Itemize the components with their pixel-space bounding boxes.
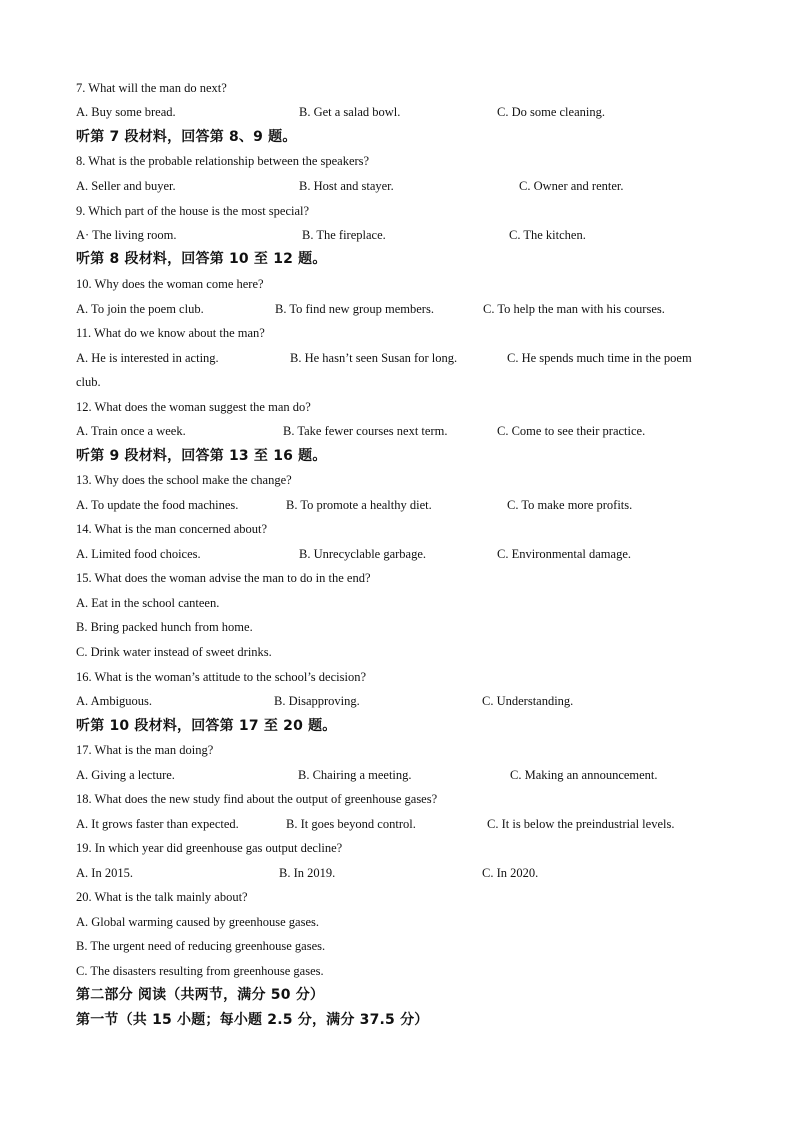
section-heading: 听第 8 段材料，回答第 10 至 12 题。 <box>76 251 327 267</box>
option-a: A. To update the food machines. <box>76 498 239 512</box>
option-b: B. Chairing a meeting. <box>298 768 412 782</box>
option-a: A. Train once a week. <box>76 424 186 438</box>
options-row <box>76 814 726 834</box>
option-c: C. To make more profits. <box>507 498 633 512</box>
option-b: B. To find new group members. <box>275 302 434 316</box>
options-row <box>76 691 726 711</box>
section-heading: 第二部分 阅读（共两节，满分 50 分） <box>76 987 325 1003</box>
line: 9. Which part of the house is the most special? <box>76 204 310 218</box>
line: A. Eat in the school canteen. <box>76 596 220 610</box>
option-c: C. Come to see their practice. <box>497 424 646 438</box>
line: 8. What is the probable relationship between the speakers? <box>76 154 370 168</box>
section-heading: 听第 10 段材料，回答第 17 至 20 题。 <box>76 718 337 734</box>
line: C. Drink water instead of sweet drinks. <box>76 645 272 659</box>
line: 10. Why does the woman come here? <box>76 277 264 291</box>
option-a: A. Buy some bread. <box>76 105 176 119</box>
line: 17. What is the man doing? <box>76 743 214 757</box>
option-a: A. He is interested in acting. <box>76 351 219 365</box>
options-row <box>76 421 726 441</box>
options-row <box>76 102 726 122</box>
option-b: B. Unrecyclable garbage. <box>299 547 427 561</box>
section-heading: 听第 9 段材料，回答第 13 至 16 题。 <box>76 448 327 464</box>
option-c: C. Making an announcement. <box>510 768 658 782</box>
options-row <box>76 544 726 564</box>
option-c: C. In 2020. <box>482 866 539 880</box>
line: club. <box>76 375 101 389</box>
option-c: C. It is below the preindustrial levels. <box>487 817 675 831</box>
options-row <box>76 176 726 196</box>
option-a: A. Ambiguous. <box>76 694 153 708</box>
line: 14. What is the man concerned about? <box>76 522 268 536</box>
line: C. The disasters resulting from greenhouse gases. <box>76 964 324 978</box>
options-row <box>76 225 726 245</box>
option-b: B. The fireplace. <box>302 228 386 242</box>
section-heading: 听第 7 段材料，回答第 8、9 题。 <box>76 129 297 145</box>
option-a: A. It grows faster than expected. <box>76 817 239 831</box>
option-c: C. The kitchen. <box>509 228 586 242</box>
option-c: C. He spends much time in the poem <box>507 351 692 365</box>
line: 13. Why does the school make the change? <box>76 473 292 487</box>
line: A. Global warming caused by greenhouse gases. <box>76 915 319 929</box>
option-b: B. Host and stayer. <box>299 179 394 193</box>
line: 19. In which year did greenhouse gas output decline? <box>76 841 343 855</box>
option-a: A. In 2015. <box>76 866 133 880</box>
option-c: C. Environmental damage. <box>497 547 631 561</box>
section-heading: 第一节（共 15 小题；每小题 2.5 分，满分 37.5 分） <box>76 1012 429 1028</box>
option-a: A· The living room. <box>76 228 177 242</box>
option-b: B. He hasn’t seen Susan for long. <box>290 351 458 365</box>
line: B. Bring packed hunch from home. <box>76 620 253 634</box>
line: 12. What does the woman suggest the man do? <box>76 400 311 414</box>
options-row <box>76 299 726 319</box>
options-row <box>76 495 726 515</box>
options-row <box>76 765 726 785</box>
option-c: C. To help the man with his courses. <box>483 302 665 316</box>
option-c: C. Understanding. <box>482 694 574 708</box>
option-b: B. Disapproving. <box>274 694 360 708</box>
option-b: B. Get a salad bowl. <box>299 105 401 119</box>
line: B. The urgent need of reducing greenhouse gases. <box>76 939 326 953</box>
option-a: A. Limited food choices. <box>76 547 201 561</box>
option-b: B. In 2019. <box>279 866 336 880</box>
option-b: B. To promote a healthy diet. <box>286 498 432 512</box>
option-b: B. It goes beyond control. <box>286 817 416 831</box>
options-row <box>76 863 726 883</box>
option-c: C. Do some cleaning. <box>497 105 605 119</box>
option-a: A. Seller and buyer. <box>76 179 176 193</box>
line: 18. What does the new study find about the output of greenhouse gases? <box>76 792 438 806</box>
options-row <box>76 348 726 368</box>
option-b: B. Take fewer courses next term. <box>283 424 448 438</box>
line: 20. What is the talk mainly about? <box>76 890 248 904</box>
option-a: A. Giving a lecture. <box>76 768 175 782</box>
option-c: C. Owner and renter. <box>519 179 624 193</box>
line: 15. What does the woman advise the man to do in the end? <box>76 571 371 585</box>
line: 16. What is the woman’s attitude to the school’s decision? <box>76 670 366 684</box>
option-a: A. To join the poem club. <box>76 302 204 316</box>
line: 11. What do we know about the man? <box>76 326 265 340</box>
line: 7. What will the man do next? <box>76 81 227 95</box>
